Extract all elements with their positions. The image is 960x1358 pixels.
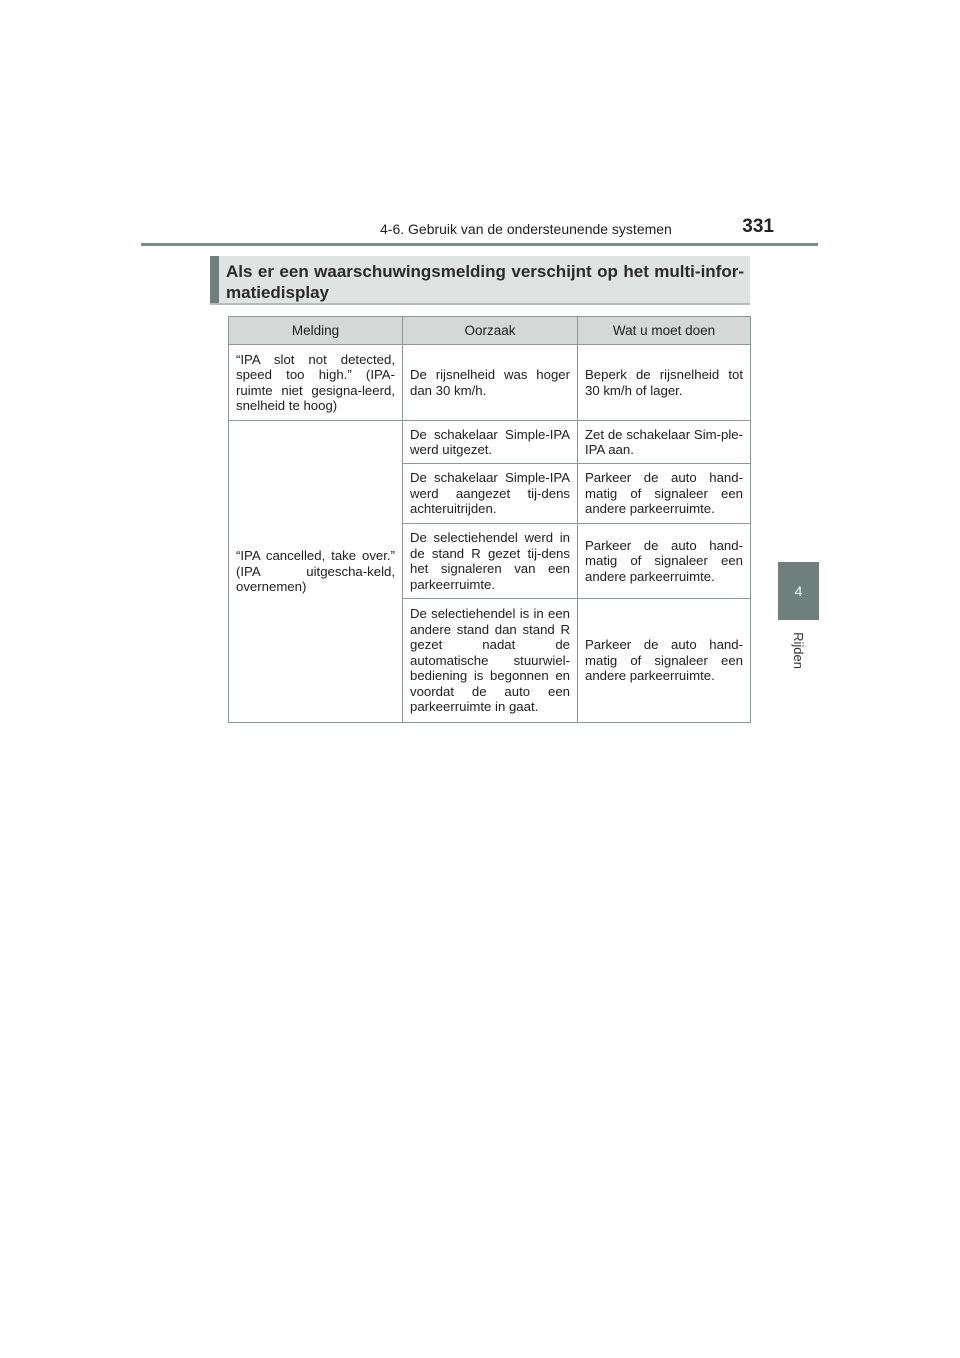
cell-actie: Parkeer de auto hand-matig of signaleer een andere parkeerruimte. bbox=[578, 524, 751, 599]
table-header-row bbox=[229, 317, 751, 345]
cell-melding: “IPA slot not detected, speed too high.” (IPA-ruimte niet gesigna-leerd, snelheid te hoog) bbox=[229, 345, 403, 421]
table-row bbox=[229, 345, 751, 421]
section-title: 4-6. Gebruik van de ondersteunende systemen bbox=[380, 221, 672, 237]
page-number: 331 bbox=[742, 216, 774, 237]
chapter-tab-label-text: Rijden bbox=[790, 631, 806, 669]
cell-actie: Beperk de rijsnelheid tot 30 km/h of lager. bbox=[578, 345, 751, 421]
section-banner bbox=[210, 256, 750, 305]
cell-actie: Zet de schakelaar Sim-ple-IPA aan. bbox=[578, 421, 751, 464]
column-header-oorzaak: Oorzaak bbox=[403, 317, 578, 345]
cell-oorzaak: De rijsnelheid was hoger dan 30 km/h. bbox=[403, 345, 578, 421]
cell-oorzaak: De schakelaar Simple-IPA werd aangezet tij-dens achteruitrijden. bbox=[403, 464, 578, 524]
cell-actie: Parkeer de auto hand-matig of signaleer een andere parkeerruimte. bbox=[578, 599, 751, 723]
cell-oorzaak: De selectiehendel werd in de stand R gezet tij-dens het signaleren van een parkeerruimte. bbox=[403, 524, 578, 599]
cell-melding: “IPA cancelled, take over.” (IPA uitgescha-keld, overnemen) bbox=[229, 421, 403, 723]
cell-actie: Parkeer de auto hand-matig of signaleer een andere parkeerruimte. bbox=[578, 464, 751, 524]
column-header-actie: Wat u moet doen bbox=[578, 317, 751, 345]
cell-oorzaak: De schakelaar Simple-IPA werd uitgezet. bbox=[403, 421, 578, 464]
banner-accent-bar bbox=[210, 256, 219, 303]
header-divider bbox=[141, 243, 818, 246]
warning-message-table bbox=[228, 316, 751, 723]
cell-oorzaak: De selectiehendel is in een andere stand dan stand R gezet nadat de automatische stuurwiel-bediening is begonnen en voordat de auto een parkeerruimte in gaat. bbox=[403, 599, 578, 723]
column-header-melding: Melding bbox=[229, 317, 403, 345]
banner-title: Als er een waarschuwingsmelding verschijnt op het multi-infor-matiedisplay bbox=[226, 262, 744, 302]
chapter-tab-number: 4 bbox=[778, 562, 819, 620]
table-row bbox=[229, 421, 751, 464]
chapter-tab-label bbox=[778, 620, 819, 680]
